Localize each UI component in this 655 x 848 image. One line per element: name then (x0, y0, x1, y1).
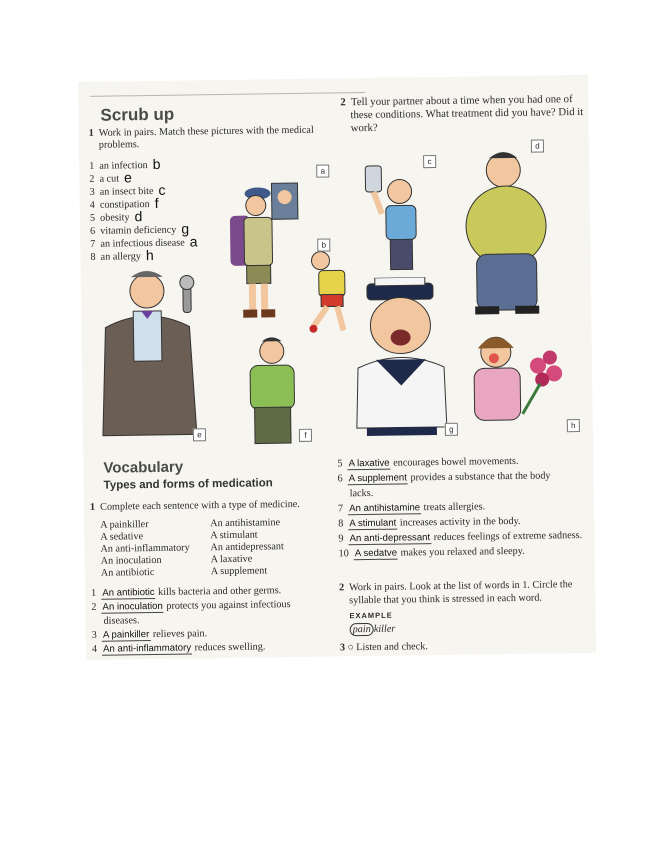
ex1-line1: Work in pairs. Match these pictures with the medical (98, 124, 314, 139)
picture-label-b: b (317, 238, 330, 251)
ex2-number: 2 (340, 96, 346, 109)
match-item-label: an infection (99, 160, 148, 172)
match-item-answer: e (123, 169, 132, 186)
sentence-text: makes you relaxed and sleepy. (400, 545, 525, 559)
example-word (350, 624, 396, 637)
sentence-text: kills bacteria and other germs. (158, 585, 282, 598)
match-item-number: 3 (89, 186, 95, 198)
sentence-number: 1 (91, 587, 97, 599)
sentence-text: protects you against infectious (166, 599, 291, 612)
match-item-label: a cut (99, 173, 120, 185)
textbook-page (78, 75, 596, 660)
sentence-number: 8 (338, 518, 344, 530)
sentence-item (337, 456, 518, 471)
answer-blank[interactable]: A sedatve (354, 547, 398, 560)
sentence-number: 6 (337, 473, 343, 485)
stressed-syllable: pain (350, 623, 374, 636)
sentence-number: 2 (91, 601, 97, 613)
sentence-text: reduces feelings of extreme sadness. (433, 530, 583, 544)
word-option: An antibiotic (100, 566, 155, 579)
ex2-line1: Tell your partner about a time when you had one of (350, 93, 573, 109)
match-item-label: an allergy (100, 251, 141, 263)
word-option: A supplement (210, 565, 268, 578)
picture-label-e: e (193, 428, 206, 441)
sentence-number: 5 (337, 458, 343, 470)
vocab-ex1-number: 1 (89, 501, 96, 513)
match-item-answer: b (152, 155, 161, 172)
match-item-label: constipation (99, 199, 150, 211)
word-option: An antihistamine (210, 517, 281, 530)
picture-label-a: a (316, 165, 329, 178)
match-item-number: 8 (90, 251, 96, 263)
picture-label-g: g (445, 423, 458, 436)
sentence-text: treats allergies. (423, 501, 486, 514)
picture-label-c: c (423, 155, 436, 168)
vocab-ex3-number: 3 (339, 642, 346, 654)
match-item-label: vitamin deficiency (100, 224, 177, 237)
ex1-number: 1 (88, 127, 94, 139)
sentence-item (337, 470, 550, 485)
word-option: An antidepressant (210, 541, 284, 554)
sentence-item (92, 641, 266, 655)
word-option: A laxative (210, 553, 253, 566)
answer-blank[interactable]: An antihistamine (349, 502, 421, 515)
sentence-text: relieves pain. (152, 628, 208, 641)
sentence-item (338, 516, 521, 531)
sentence-number: 7 (337, 503, 344, 515)
vocab-ex3-text: Listen and check. (356, 641, 428, 654)
sentence-continuation: diseases. (103, 615, 140, 627)
match-item-number: 6 (90, 225, 96, 237)
sentence-text: provides a substance that the body (410, 470, 551, 484)
headphones-icon: ○ (347, 642, 354, 654)
match-item-number: 2 (89, 173, 95, 185)
match-item-number: 4 (89, 199, 95, 211)
example-label: EXAMPLE (349, 610, 393, 621)
illustration-insect-bite (359, 161, 441, 277)
match-item-number: 1 (89, 160, 95, 172)
sentence-text: increases activity in the body. (399, 515, 521, 529)
sentence-continuation: lacks. (349, 487, 374, 500)
match-item-answer: d (134, 208, 143, 225)
word-option: A stimulant (210, 529, 258, 542)
answer-blank[interactable]: A supplement (348, 472, 407, 485)
sentence-item (339, 546, 525, 561)
vocab-ex1-instruction (90, 499, 300, 514)
match-item-answer: a (189, 233, 198, 250)
vocabulary-title: Vocabulary (103, 458, 184, 477)
answer-blank[interactable]: A painkiller (102, 629, 150, 641)
match-item-answer: g (181, 220, 190, 237)
sentence-text: reduces swelling. (194, 641, 266, 654)
illustration-man-microphone (95, 266, 217, 438)
sentence-item (92, 628, 208, 642)
ex2-line2: these conditions. What treatment did you have? Did it (350, 105, 584, 122)
match-item-label: obesity (100, 212, 130, 224)
match-item-number: 7 (90, 238, 96, 250)
match-item-label: an insect bite (99, 185, 154, 198)
sentence-number: 4 (91, 643, 98, 655)
vocab-ex2-line2: syllable that you think is stressed in each word. (349, 592, 543, 607)
word-option: An anti-inflammatory (100, 542, 190, 555)
match-item (90, 248, 153, 264)
answer-blank[interactable]: An inoculation (102, 600, 163, 613)
vocab-ex2-line1: Work in pairs. Look at the list of words in 1. Circle the (349, 579, 573, 594)
ex1-line2: problems. (98, 139, 140, 151)
top-rule (90, 92, 365, 97)
match-item-number: 5 (89, 212, 96, 224)
match-item-label: an infectious disease (100, 237, 185, 250)
match-item-answer: h (145, 246, 154, 264)
example-rest: killer (373, 623, 396, 635)
section-title: Scrub up (100, 104, 175, 125)
sentence-item (338, 501, 485, 515)
picture-label-h: h (567, 419, 580, 432)
picture-label-d: d (531, 140, 544, 153)
answer-blank[interactable]: An anti-depressant (349, 532, 431, 545)
match-item-answer: f (154, 194, 159, 211)
ex1-instruction (89, 125, 314, 140)
word-option: An inoculation (100, 554, 162, 567)
vocabulary-subtitle: Types and forms of medication (103, 477, 273, 492)
illustration-obese-man (453, 145, 565, 322)
vocab-ex2-number: 2 (339, 582, 345, 594)
answer-blank[interactable]: An anti-inflammatory (103, 642, 192, 655)
illustration-allergy (455, 323, 577, 435)
sentence-item (91, 585, 281, 600)
sentence-item (91, 599, 290, 614)
answer-blank[interactable]: A stimulant (349, 517, 397, 530)
picture-label-f: f (299, 429, 312, 442)
answer-blank[interactable]: An antibiotic (102, 586, 155, 599)
sentence-text: encourages bowel movements. (393, 455, 519, 469)
sentence-number: 10 (338, 548, 349, 560)
sentence-item (338, 530, 582, 545)
illustration-sailor (345, 277, 457, 439)
sentence-number: 9 (338, 533, 344, 545)
answer-blank[interactable]: A laxative (348, 457, 390, 470)
word-option: A painkiller (100, 519, 149, 531)
sentence-number: 3 (91, 629, 97, 641)
word-option: A sedative (100, 531, 144, 543)
vocab-ex3-instruction (340, 641, 428, 654)
vocab-ex1-text: Complete each sentence with a type of medicine. (100, 498, 300, 513)
ex2-line3: work? (350, 121, 378, 135)
match-item-answer: c (158, 181, 166, 198)
